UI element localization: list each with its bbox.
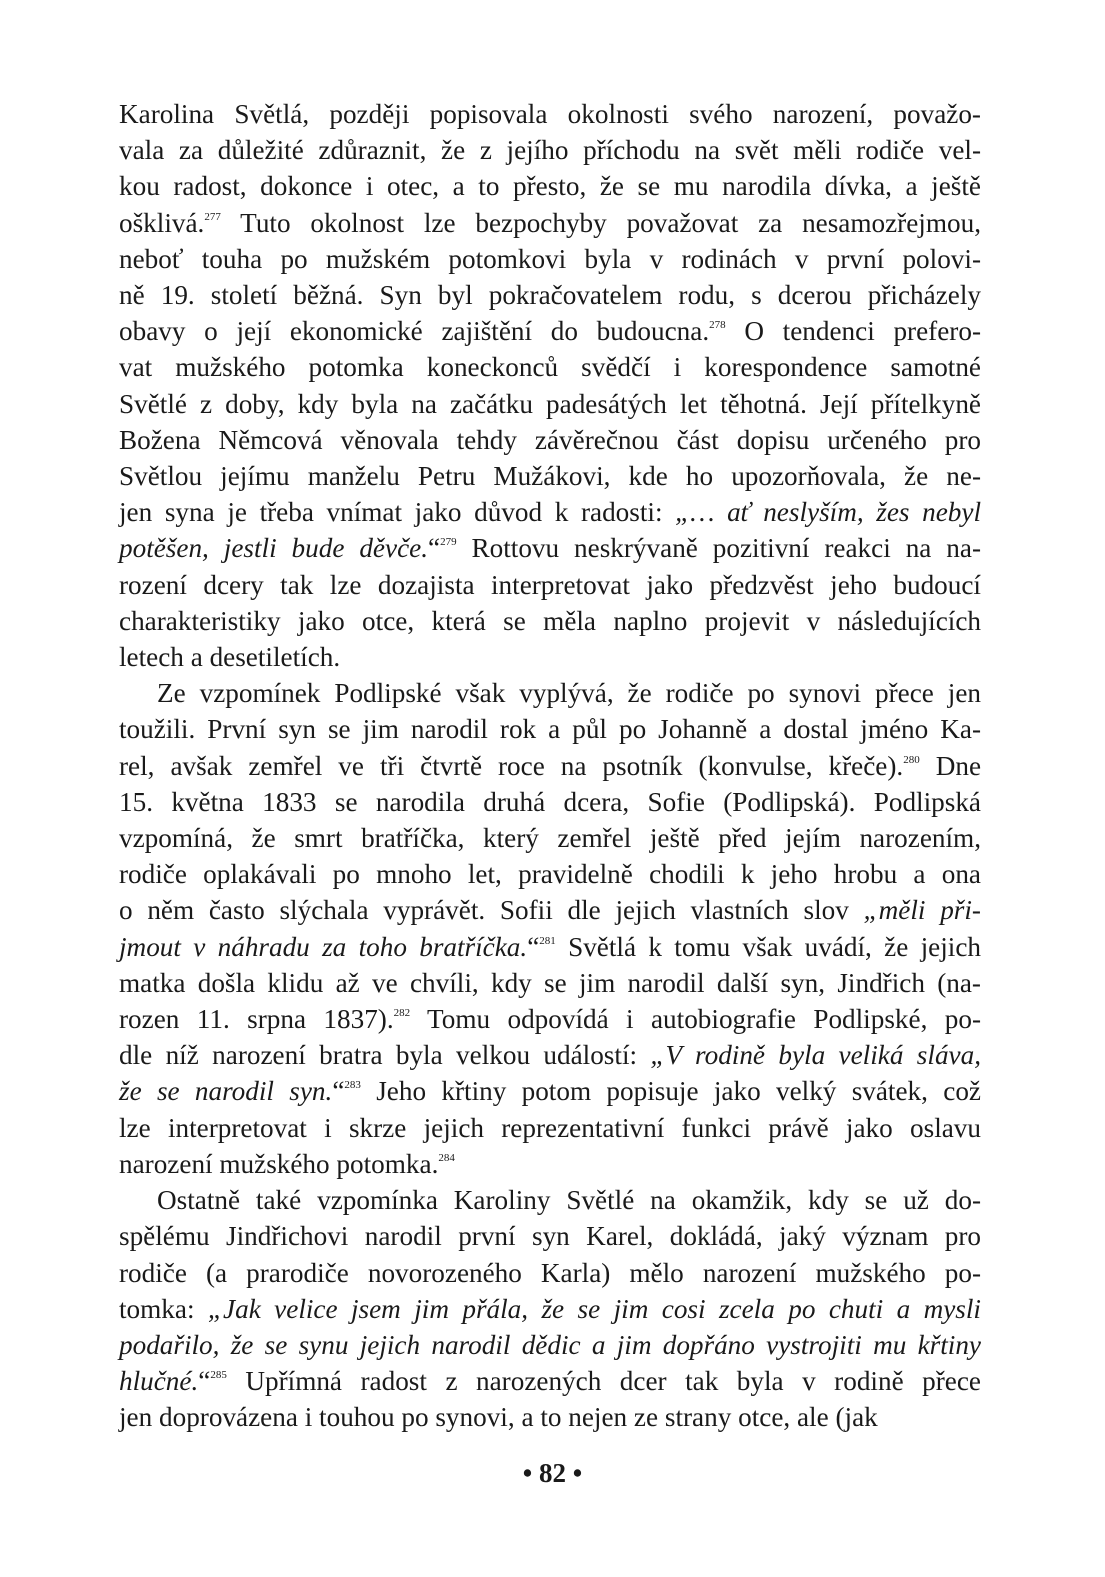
text-line (119, 1001, 981, 1037)
text-line (119, 132, 981, 168)
text-run: narození mužského potomka. (119, 1148, 439, 1179)
quotation: „Jak velice jsem jim přála, že se jim cosi zcela po chuti a mysli (207, 1293, 981, 1324)
text-line (119, 1037, 981, 1073)
text-run: Světlé z doby, kdy byla na začátku padesátých let těhotná. Její přítelkyně (119, 388, 981, 419)
text-line (119, 1218, 981, 1254)
text-run: Upřímná radost z narozených dcer tak byla v rodině přece (226, 1366, 981, 1397)
text-run: Ze vzpomínek Podlipské však vyplývá, že rodiče po synovi přece jen (157, 678, 981, 709)
text-line (119, 241, 981, 277)
footnote-ref: 281 (539, 934, 556, 947)
quotation: potěšen, jestli bude děvče. (119, 533, 428, 564)
quotation: „V rodině byla veliká sláva, (650, 1040, 981, 1071)
text-run: tomka: (119, 1293, 208, 1324)
text-line (119, 748, 981, 784)
text-run: “ (198, 1366, 211, 1397)
text-run: Dne (919, 750, 982, 781)
text-run: Světlou jejímu manželu Petru Mužákovi, kde ho upozorňovala, že ne- (119, 461, 981, 492)
quotation: „měli při- (863, 895, 981, 926)
text-run: rodiče (a prarodiče novorozeného Karla) mělo narození mužského po- (119, 1257, 981, 1288)
paragraph (119, 1182, 981, 1435)
text-line (119, 458, 981, 494)
text-run: rodiče oplakávali po mnoho let, pravidelně chodili k jeho hrobu a ona (119, 859, 981, 890)
text-run: Tuto okolnost lze bezpochyby považovat za nesamozřejmou, (220, 207, 981, 238)
page-number: • 82 • (522, 1458, 583, 1488)
quotation: podařilo, že se synu jejich narodil dědic a jim dopřáno vystrojiti mu křtiny (119, 1329, 981, 1360)
text-line (119, 349, 981, 385)
text-run: Tomu odpovídá i autobiografie Podlipské, po- (410, 1004, 981, 1035)
text-run: rození dcery tak lze dozajista interpretovat jako předzvěst jeho budoucí (119, 569, 981, 600)
text-run: Ostatně také vzpomínka Karoliny Světlé na okamžik, kdy se už do- (157, 1185, 981, 1216)
text-run: Rottovu neskrývaně pozitivní reakci na na- (456, 533, 981, 564)
footnote-ref: 283 (344, 1079, 361, 1092)
text-line (119, 494, 981, 530)
text-run: neboť touha po mužském potomkovi byla v rodinách v první polovi- (119, 243, 981, 274)
text-run: spělému Jindřichovi narodil první syn Karel, dokládá, jaký význam pro (119, 1221, 981, 1252)
text-run: dle níž narození bratra byla velkou událostí: (119, 1040, 651, 1071)
text-line (119, 856, 981, 892)
footnote-ref: 279 (440, 536, 457, 549)
text-run: rozen 11. srpna 1837). (119, 1004, 394, 1035)
quotation: jmout v náhradu za toho bratříčka. (119, 931, 528, 962)
text-line (119, 1327, 981, 1363)
text-line (119, 313, 981, 349)
footnote-ref: 284 (438, 1151, 455, 1164)
text-line (119, 639, 981, 675)
text-run: ně 19. století běžná. Syn byl pokračovatelem rodu, s dcerou přicházely (119, 280, 981, 311)
text-run: Jeho křtiny potom popisuje jako velký svátek, což (360, 1076, 981, 1107)
text-run: Karolina Světlá, později popisovala okolnosti svého narození, považo- (119, 99, 981, 129)
text-line (119, 603, 981, 639)
text-run: O tendenci prefero- (725, 316, 981, 347)
text-line (119, 820, 981, 856)
text-run: “ (428, 533, 441, 564)
text-line (119, 1399, 981, 1435)
footnote-ref: 282 (393, 1007, 411, 1020)
text-line (119, 1182, 981, 1218)
text-run: kou radost, dokonce i otec, a to přesto, že se mu narodila dívka, a ještě (119, 171, 981, 202)
text-run: toužili. První syn se jim narodil rok a půl po Johanně a dostal jméno Ka- (119, 714, 981, 745)
text-run: “ (527, 931, 540, 962)
text-run: obavy o její ekonomické zajištění do budoucna. (119, 316, 710, 347)
quotation: hlučné. (119, 1366, 199, 1397)
text-line (119, 1363, 981, 1399)
quotation: „… ať neslyším, žes nebyl (675, 497, 982, 528)
text-run: Božena Němcová věnovala tehdy závěrečnou část dopisu určeného pro (119, 424, 981, 455)
text-line (119, 675, 981, 711)
text-run: Světlá k tomu však uvádí, že jejich (555, 931, 981, 962)
text-run: 15. května 1833 se narodila druhá dcera, Sofie (Podlipská). Podlipská (119, 786, 981, 817)
text-line (119, 1146, 981, 1182)
text-run: o něm často slýchala vyprávět. Sofii dle jejich vlastních slov (119, 895, 864, 926)
text-run: rel, avšak zemřel ve tři čtvrtě roce na psotník (konvulse, křeče). (119, 750, 904, 781)
text-line (119, 567, 981, 603)
text-run: “ (332, 1076, 345, 1107)
footnote-ref: 277 (204, 210, 221, 223)
text-line (119, 965, 981, 1001)
text-line (119, 1291, 981, 1327)
text-line (119, 892, 981, 928)
text-run: jen syna je třeba vnímat jako důvod k radosti: (119, 497, 676, 528)
text-run: vala za důležité zdůraznit, že z jejího příchodu na svět měli rodiče vel- (119, 135, 981, 166)
text-run: lze interpretovat i skrze jejich reprezentativní funkci právě jako oslavu (119, 1112, 981, 1143)
footnote-ref: 278 (709, 319, 726, 332)
text-line (119, 929, 981, 965)
text-line (119, 422, 981, 458)
text-run: charakteristiky jako otce, která se měla naplno projevit v následujících (119, 605, 981, 636)
text-line (119, 386, 981, 422)
body-text (119, 96, 981, 1436)
text-line (119, 277, 981, 313)
text-run: vzpomíná, že smrt bratříčka, který zemřel ještě před jejím narozením, (119, 823, 981, 854)
text-run: letech a desetiletích. (119, 642, 341, 673)
paragraph (119, 96, 981, 675)
text-run: ošklivá. (119, 207, 205, 238)
quotation: že se narodil syn. (119, 1076, 333, 1107)
text-line (119, 168, 981, 204)
footnote-ref: 280 (903, 753, 920, 766)
text-run: vat mužského potomka koneckonců svědčí i korespondence samotné (119, 352, 981, 383)
text-line (119, 530, 981, 566)
text-line (119, 784, 981, 820)
text-line (119, 1110, 981, 1146)
text-line (119, 711, 981, 747)
text-run: matka došla klidu až ve chvíli, kdy se jim narodil další syn, Jindřich (na- (119, 967, 981, 998)
paragraph (119, 675, 981, 1182)
text-line (119, 1255, 981, 1291)
text-line (119, 96, 981, 132)
text-line (119, 205, 981, 241)
text-run: jen doprovázena i touhou po synovi, a to nejen ze strany otce, ale (jak (119, 1402, 878, 1433)
footnote-ref: 285 (210, 1369, 227, 1382)
text-line (119, 1073, 981, 1109)
